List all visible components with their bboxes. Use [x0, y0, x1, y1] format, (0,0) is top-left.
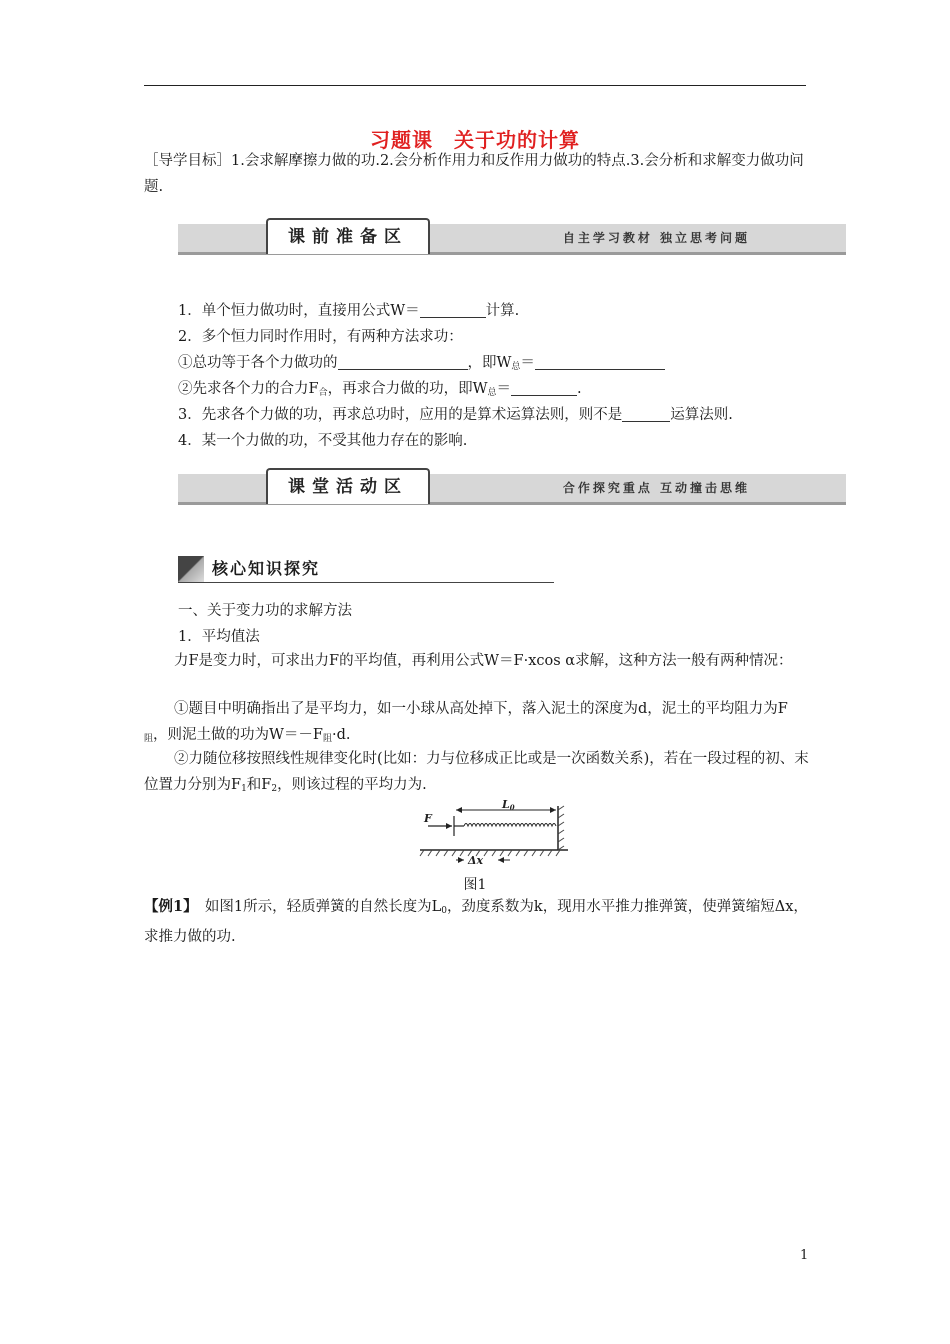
page-number: 1	[800, 1248, 809, 1263]
pre-item-6: 4．某一个力做的功，不受其他力存在的影响.	[178, 433, 468, 449]
pre-item-1: 1．单个恒力做功时，直接用公式W＝ 计算.	[178, 303, 520, 319]
length-label: L0	[502, 800, 515, 812]
force-label: F	[424, 812, 432, 825]
pre-item-5: 3．先求各个力做的功，再求总功时，应用的是算术运算法则，则不是 运算法则.	[178, 407, 733, 423]
fill-blank	[420, 303, 486, 318]
banner-pre-class	[178, 218, 846, 258]
paragraph-case-1: ①题目中明确指出了是平均力，如一小球从高处掉下，落入泥土的深度为d，泥土的平均阻力为$F_阻$，则泥土做的功为$W=-F_阻\cdot d$.	[144, 701, 788, 744]
banner-in-class	[178, 468, 846, 508]
figure-caption: 图1	[463, 877, 487, 893]
spring-figure	[418, 800, 574, 870]
corner-marker-icon	[178, 556, 204, 582]
paragraph-average-method: 力F是变力时，可求出力F的平均值，再利用公式W＝F·xcos α求解，这种方法一般有两种情况：	[174, 653, 793, 669]
banner-in-class-tab: 课堂活动区	[266, 468, 430, 504]
header-rule	[144, 85, 806, 86]
pre-item-4: ②先求各个力的合力$F_合$，再求合力做的功，即$W_总=$ .	[178, 381, 582, 398]
banner-in-class-slogan: 合作探究重点 互动撞击思维	[562, 481, 750, 495]
fill-blank	[622, 407, 670, 422]
banner-pre-class-slogan: 自主学习教材 独立思考问题	[562, 231, 750, 245]
delta-x-label: Δx	[468, 854, 484, 867]
pre-item-2: 2．多个恒力同时作用时，有两种方法求功：	[178, 329, 463, 345]
subsection-heading: 一、关于变力功的求解方法	[178, 603, 352, 619]
paragraph-case-2: ②力随位移按照线性规律变化时(比如：力与位移成正比或是一次函数关系)，若在一段过程的初、末位置力分别为$F_1$和$F_2$，则该过程的平均力为.	[144, 751, 809, 794]
fill-blank	[535, 355, 665, 370]
learning-goals: ［导学目标］1.会求解摩擦力做的功.2.会分析作用力和反作用力做功的特点.3.会分析和求解变力做功问题.	[144, 153, 804, 195]
banner-pre-class-tab: 课前准备区	[266, 218, 430, 254]
pre-item-3: ①总功等于各个力做功的 ，即$W_总=$	[178, 350, 818, 380]
method-heading: 1．平均值法	[178, 629, 260, 645]
fill-blank	[338, 355, 468, 370]
page-title: 习题课 关于功的计算	[370, 128, 580, 152]
section-heading-core: 核心知识探究	[178, 556, 554, 584]
fill-blank	[511, 381, 577, 396]
example-1: 【例1】 如图1所示，轻质弹簧的自然长度为$L_0$，劲度系数为k，现用水平推力推弹簧，使弹簧缩短Δx，求推力做的功.	[144, 898, 808, 945]
